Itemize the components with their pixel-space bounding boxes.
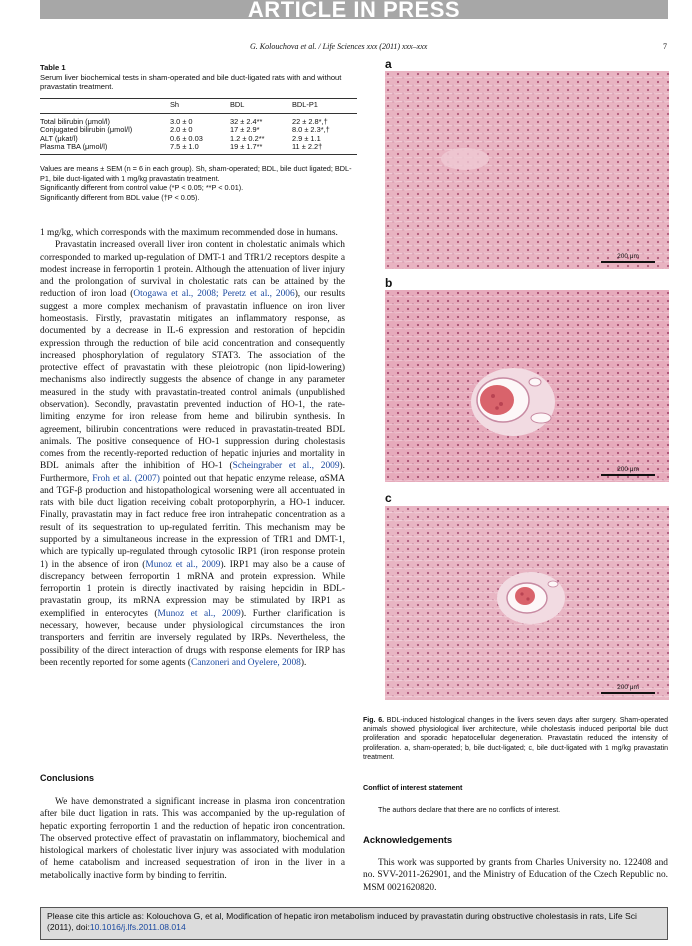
table-cell: 11 ± 2.2† [292,143,357,154]
table-header-cell: BDL-P1 [292,99,357,114]
running-head: G. Kolouchova et al. / Life Sciences xxx (2011) xxx–xxx [250,42,428,51]
scale-bar [601,684,655,694]
panel-label-c: c [385,491,392,505]
table-cell: 2.9 ± 1.1 [292,133,321,143]
scale-bar [601,253,655,263]
text-run: ), our results suggest a more complex mechanism of pravastatin influence on iron liver homeostasis. Firstly, pravastatin mitigates an inflammatory response, as documented by a decrease in IL-6 expression and restoration of hepcidin expression through the reduction of bile acid concentration and consequently increased phosphorylation of regulatory STAT3. The association of the protective effect of pravastatin with these pleiotropic (non lipid-lowering) mechanisms also indirectly suggests the absence of change in any parameter measured in the study with pravastatin-treated control animals (unpublished observation). Secondly, pravastatin prevented induction of HO-1, the rate-limiting enzyme for iron release from heme and bilirubin synthesis. In agreement, bilirubin concentrations were reduced in pravastatin-treated BDL animals. The positive consequence of HO-1 suppression during cholestasis comes from the recently-reported reduction of hepatic injuries and mortality in BDL animals after the inhibition of HO-1 ( [40,289,345,472]
table-header-cell [40,99,170,114]
micrograph-c [385,506,669,700]
text-run: ). Furthermore, [40,461,345,484]
table-cell: Conjugated bilirubin (μmol/l) [40,125,133,134]
table-cell: 0.6 ± 0.03 [170,133,203,143]
micrograph-a-image [385,71,669,269]
text-run: ). Further clarification is necessary, however, because under physiological circumstances the iron transporters and ferritin are inversely regulated by IRPs. Nevertheless, the possibility of the direct interaction of drugs with response elements for IRP has been recently reported for some agents ( [40,608,346,668]
micrograph-c-image [385,506,669,700]
table-footnote: Significantly different from BDL value (†P < 0.05). [40,192,200,202]
table-title: Table 1 [40,63,66,72]
table-caption [40,63,360,92]
biochemistry-table [40,98,357,155]
figure-caption-text: BDL-induced histological changes in the livers seven days after surgery. Sham-operated animals showed physiological liver architecture, while cholestasis induced periportal bile duct proliferation and sporadic hepatocellular degeneration. Pravastatin reduced the intensity of proliferation. a, sham-operated; b, bile duct-ligated; c, bile duct-ligated with 1 mg/kg pravastatin treatment. [363,717,668,761]
text-run: ). [300,657,307,668]
table-cell: 1.2 ± 0.2** [230,133,265,143]
text-run: pointed out that hepatic enzyme release, αSMA and TGF-β production and histopathological worsening were all accentuated in rats with bile duct ligation receiving cobalt protoporphyrin, a HO-1 inducer. Finally, pravastatin may in fact reduce free iron intrahepatic concentration as a result of its sequestration to up-regulated ferritin. This mechanism may be supported by a simultaneous increase in the expression of TfR1 and DMT-1, which are typically up-regulated through cytosolic IRP1 (iron response protein 1) in the absence of iron ( [40,473,345,570]
citation-link[interactable]: Froh et al. (2007) [92,473,160,484]
figure-caption [363,716,668,762]
table-cell: 7.5 ± 1.0 [170,143,230,154]
scale-bar-label: 200 μm [617,684,639,691]
article-in-press-banner: ARTICLE IN PRESS [40,0,668,19]
discussion-text [40,227,345,669]
table-header-row [40,99,357,114]
table-footnotes [40,164,360,202]
scale-bar [601,466,655,476]
figure-caption-title: Fig. 6. [363,717,385,724]
text-run: ). IRP1 may also be a cause of discrepancy between ferroportin 1 mRNA and protein expression. While ferroportin 1 protein is directly inactivated by raising hepcidin in BDL-pravastatin group, its mRNA expression may be stimulated by IRP1 as exemplified in enterocytes ( [40,559,346,619]
paragraph: We have demonstrated a significant increase in plasma iron concentration after bile duct ligation in rats. This was accompanied by the up-regulation of hepatic exporting ferroportin 1 and the reduction of hepatic iron concentration. The observed protective effect of pravastatin on inflammatory, biochemical and histological markers of cholestatic liver injury was associated with modulation of heme catabolism and increased sequestration of iron in the liver in a metabolically inactive form by binding to ferritin. [40,797,345,881]
table-cell: 8.0 ± 2.3*,† [292,125,330,134]
scale-bar-line [601,261,655,263]
table-cell: ALT (μkat/l) [40,133,78,143]
conclusions-heading: Conclusions [40,773,95,783]
table-footnote: Significantly different from control value (*P < 0.05; **P < 0.01). [40,183,244,193]
table-cell: Total bilirubin (μmol/l) [40,116,110,126]
panel-label-a: a [385,57,392,71]
table-row [40,143,357,154]
doi-link[interactable]: 10.1016/j.lfs.2011.08.014 [89,922,186,933]
citation-text: Please cite this article as: Kolouchova G, et al, Modification of hepatic iron metabolism induced by pravastatin during obstructive cholestasis in rats, Life Sci (2011), doi: [47,911,637,933]
page-number: 7 [663,42,667,51]
table-cell: 19 ± 1.7** [230,143,292,154]
table-cell: 32 ± 2.4** [230,116,263,126]
table-footnote: Values are means ± SEM (n = 6 in each group). Sh, sham-operated; BDL, bile duct ligated; BDL-P1, bile duct-ligated with 1 mg/kg pravastatin treatment. [40,164,352,183]
table-header-cell: Sh [170,99,230,114]
micrograph-b [385,290,669,482]
citation-box [40,907,668,940]
panel-label-b: b [385,276,393,290]
acknowledgements-heading: Acknowledgements [363,835,453,846]
citation-link[interactable]: Otogawa et al., 2008; Peretz et al., 2006 [133,289,295,300]
acknowledgements-text [363,857,668,894]
paragraph [40,239,345,669]
citation-link[interactable]: Munoz et al., 2009 [157,608,241,619]
micrograph-b-image [385,290,669,482]
scale-bar-line [601,692,655,694]
table-cell: 3.0 ± 0 [170,116,193,126]
table-cell: 2.0 ± 0 [170,125,193,134]
table-caption-text: Serum liver biochemical tests in sham-operated and bile duct-ligated rats with and without pravastatin treatment. [40,72,342,91]
citation-link[interactable]: Munoz et al., 2009 [145,559,221,570]
table-cell: Plasma TBA (μmol/l) [40,143,170,154]
citation-link[interactable]: Canzoneri and Oyelere, 2008 [190,657,301,668]
conclusions-text [40,796,345,882]
scale-bar-label: 200 μm [617,253,639,260]
micrograph-a [385,71,669,269]
scale-bar-line [601,474,655,476]
table-cell: 17 ± 2.9* [230,125,260,134]
table-cell: 22 ± 2.8*,† [292,116,328,126]
citation-link[interactable]: Scheingraber et al., 2009 [232,461,340,472]
conflict-heading: Conflict of interest statement [363,783,463,792]
conflict-text: The authors declare that there are no conflicts of interest. [378,805,561,814]
scale-bar-label: 200 μm [617,466,639,473]
paragraph: This work was supported by grants from Charles University no. 122408 and no. SVV-2011-262901, and the Ministry of Education of the Czech Republic no. MSM 0021620820. [363,858,668,893]
table-header-cell: BDL [230,99,292,114]
text-run: Pravastatin increased overall liver iron content in cholestatic animals which corresponded to marked up-regulation of DMT-1 and TfR1/2 receptors despite a modest increase in ferroportin 1 protein. Although the attenuation of liver injury and the prolongation of survival in cholestatic rats can be attained by the reduction of iron load ( [40,240,345,300]
paragraph: 1 mg/kg, which corresponds with the maximum recommended dose in humans. [40,228,338,238]
